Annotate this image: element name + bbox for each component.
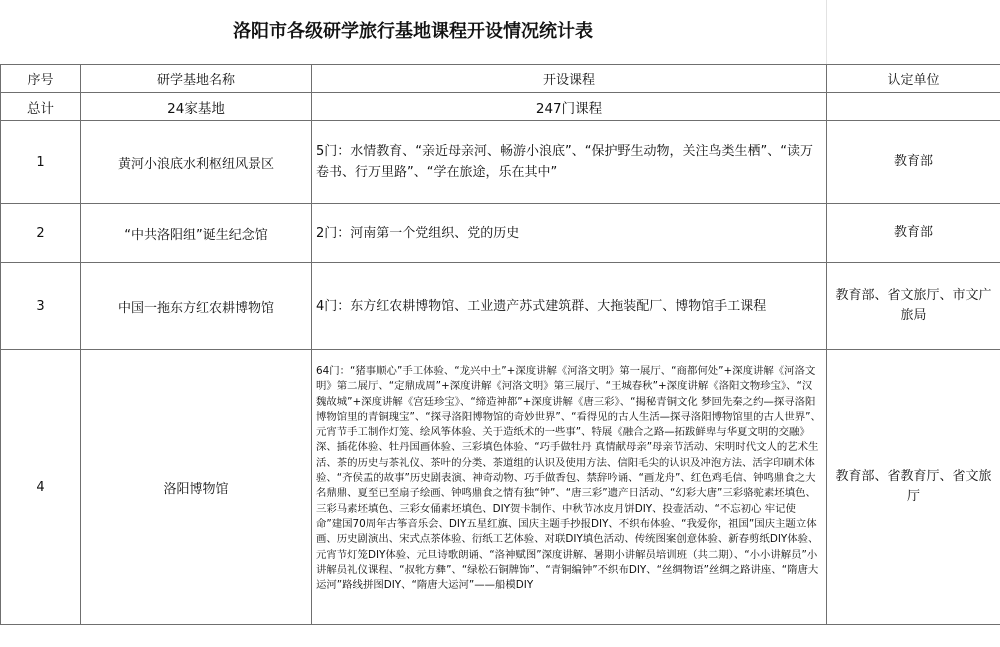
row-index[interactable]: 2: [1, 204, 81, 263]
header-index[interactable]: 序号: [1, 65, 81, 93]
row-base-name[interactable]: 中国一拖东方红农耕博物馆: [81, 263, 312, 350]
header-courses[interactable]: 开设课程: [312, 65, 827, 93]
table-row: [1, 263, 1000, 350]
row-courses[interactable]: 5门：水情教育、“亲近母亲河、畅游小浪底”、“保护野生动物，关注鸟类生栖”、“读万卷书、行万里路”、“学在旅途，乐在其中”: [312, 121, 827, 204]
row-unit[interactable]: 教育部: [827, 121, 1000, 204]
row-base-name[interactable]: “中共洛阳组”诞生纪念馆: [81, 204, 312, 263]
total-label[interactable]: 总计: [1, 93, 81, 121]
total-row: [1, 93, 1000, 121]
row-courses[interactable]: 64门：“猪事顺心”手工体验、“龙兴中土”+深度讲解《河洛文明》第一展厅、“商都何处”+深度讲解《河洛文明》第二展厅、“定鼎成周”+深度讲解《河洛文明》第三展厅、“王城春秋”+深度讲解《洛阳文物珍宝》、“汉魏故城”+深度讲解《宫廷珍宝》、“缔造神都”+深度讲解《唐三彩》、“揭秘青铜文化 梦回先秦之约—探寻洛阳博物馆里的青铜瑰宝”、“探寻洛阳博物馆的奇妙世界”、“看得见的古人生活—探寻洛阳博物馆里的古人世界”、元宵节手工制作灯笼、绘风筝体验、关于造纸术的一些事”、特展《融合之路—拓跋鲜卑与华夏文明的交融》深、插花体验、牡丹国画体验、三彩填色体验、“巧手做牡丹 真情献母亲”母亲节活动、宋明时代文人的艺术生活、茶的历史与茶礼仪、茶叶的分类、茶道组的认识及使用方法、信阳毛尖的认识及冲泡方法、活字印刷术体验、“齐侯盂的故事”历史剧表演、神奇动物、巧手做香包、禁辞吟诵、“画龙舟”、红色鸡毛信、钟鸣鼎食之大名鼎鼎、夏至已至扇子绘画、钟鸣鼎食之情有独“钟”、“唐三彩”遗产日活动、“幻彩大唐”三彩骆驼素坯填色、三彩马素坯填色、三彩女俑素坯填色、DIY贺卡制作、中秋节冰皮月饼DIY、投壶活动、“不忘初心 牢记使命”建国70周年古筝音乐会、DIY五星红旗、国庆主题手抄报DIY、不织布体验、“我爱你，祖国”国庆主题立体画、历史剧演出、宋式点茶体验、衍纸工艺体验、对联DIY填色活动、传统图案创意体验、新春剪纸DIY体验、元宵节灯笼DIY体验、元旦诗歌朗诵、“洛神赋图”深度讲解、暑期小讲解员培训班（共二期）、“小小讲解员”小讲解员礼仪课程、“叔牝方彝”、“绿松石铜牌饰”、“青铜编钟”不织布DIY、“丝绸物语”丝绸之路讲座、“隋唐大运河”路线拼图DIY、“隋唐大运河”——船模DIY: [312, 350, 827, 625]
title-row: [0, 0, 1000, 65]
row-unit[interactable]: 教育部、省文旅厅、市文广旅局: [827, 263, 1000, 350]
total-bases[interactable]: 24家基地: [81, 93, 312, 121]
row-unit[interactable]: 教育部: [827, 204, 1000, 263]
table-row: [1, 204, 1000, 263]
sheet-title: 洛阳市各级研学旅行基地课程开设情况统计表: [233, 21, 593, 42]
header-base-name[interactable]: 研学基地名称: [81, 65, 312, 93]
total-unit-empty[interactable]: [827, 93, 1000, 121]
row-base-name[interactable]: 洛阳博物馆: [81, 350, 312, 625]
table-row: [1, 350, 1000, 625]
title-empty-cell[interactable]: [826, 0, 1000, 64]
row-index[interactable]: 4: [1, 350, 81, 625]
row-index[interactable]: 1: [1, 121, 81, 204]
row-base-name[interactable]: 黄河小浪底水利枢纽风景区: [81, 121, 312, 204]
row-unit[interactable]: 教育部、省教育厅、省文旅厅: [827, 350, 1000, 625]
total-courses[interactable]: 247门课程: [312, 93, 827, 121]
statistics-table: [0, 64, 1000, 625]
table-row: [1, 121, 1000, 204]
row-courses[interactable]: 2门：河南第一个党组织、党的历史: [312, 204, 827, 263]
header-unit[interactable]: 认定单位: [827, 65, 1000, 93]
row-index[interactable]: 3: [1, 263, 81, 350]
header-row: [1, 65, 1000, 93]
row-courses[interactable]: 4门：东方红农耕博物馆、工业遗产苏式建筑群、大拖装配厂、博物馆手工课程: [312, 263, 827, 350]
